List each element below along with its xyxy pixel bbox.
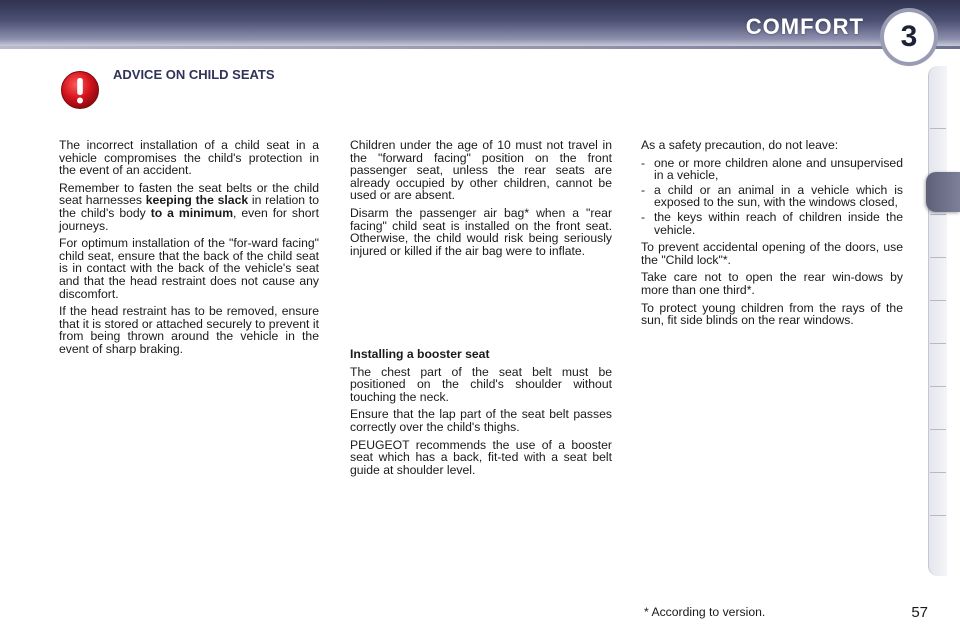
paragraph: Ensure that the lap part of the seat belt passes correctly over the child's thighs.	[350, 407, 612, 434]
chapter-index-track	[928, 66, 947, 576]
section-title: ADVICE ON CHILD SEATS	[113, 67, 275, 82]
paragraph: To protect young children from the rays of the sun, fit side blinds on the rear windows.	[641, 300, 903, 328]
chapter-number: 3	[900, 20, 918, 53]
chapter-index-tick	[930, 128, 946, 129]
paragraph: To prevent accidental opening of the doors, use the "Child lock"*.	[641, 240, 903, 267]
chapter-number-badge	[884, 12, 934, 62]
text-column-3	[641, 139, 903, 332]
text-run: Remember to fasten the seat belts or the child seat harnesses	[59, 180, 319, 208]
paragraph: The chest part of the seat belt must be positioned on the child's shoulder without touching the neck.	[350, 364, 612, 404]
chapter-title: COMFORT	[745, 14, 864, 39]
chapter-index-tick	[930, 386, 946, 387]
paragraph: Disarm the passenger air bag* when a "rear facing" child seat is installed on the front seat. Otherwise, the child would risk being seriously injured or killed if the air bag were to inflate.	[350, 205, 612, 258]
list-item: - a child or an animal in a vehicle which is exposed to the sun, with the windows closed,	[641, 184, 903, 209]
chapter-index-tick	[930, 300, 946, 301]
booster-seat-heading: Installing a booster seat	[350, 347, 490, 361]
paragraph: If the head restraint has to be removed, ensure that it is stored or attached securely to prevent it from being thrown around the vehicle in the event of sharp braking.	[59, 304, 319, 356]
safety-list	[641, 157, 903, 237]
emphasis-text: keeping the slack	[145, 193, 249, 208]
chapter-index-active-tab[interactable]	[926, 172, 960, 212]
chapter-index-tick	[930, 515, 946, 516]
warning-exclamation-icon	[60, 70, 100, 110]
header-line	[0, 46, 960, 49]
chapter-index-tick	[930, 429, 946, 430]
paragraph: Children under the age of 10 must not travel in the "forward facing" position on the front passenger seat, unless the rear seats are already occupied by other children, cannot be used or are absent.	[350, 138, 612, 203]
booster-seat-section	[350, 348, 612, 481]
page-number: 57	[911, 604, 928, 621]
chapter-index-tick	[930, 214, 946, 215]
paragraph	[59, 182, 319, 232]
chapter-index-tick	[930, 472, 946, 473]
list-item: - one or more children alone and unsupervised in a vehicle,	[641, 157, 903, 182]
paragraph: The incorrect installation of a child seat in a vehicle compromises the child's protection in the event of an accident.	[59, 138, 319, 178]
text-run: , even for short journeys.	[59, 205, 319, 233]
paragraph: Take care not to open the rear win-dows by more than one third*.	[641, 270, 903, 297]
paragraph: As a safety precaution, do not leave:	[641, 138, 839, 152]
footnote: * According to version.	[644, 605, 766, 619]
chapter-index-tick	[930, 343, 946, 344]
chapter-index-tick	[930, 257, 946, 258]
paragraph: For optimum installation of the "for-ward facing" child seat, ensure that the back of the child seat is in contact with the back of the vehicle's seat and that the head restraint does not cause any discomfort.	[59, 236, 319, 301]
paragraph: PEUGEOT recommends the use of a booster seat which has a back, fit-ted with a seat belt guide at shoulder level.	[350, 437, 612, 477]
list-item: - the keys within reach of children inside the vehicle.	[641, 211, 903, 236]
text-run: in relation to the child's body	[59, 193, 320, 220]
text-column-1	[59, 139, 319, 361]
text-column-2	[350, 139, 612, 262]
emphasis-text: to a minimum	[150, 205, 234, 220]
